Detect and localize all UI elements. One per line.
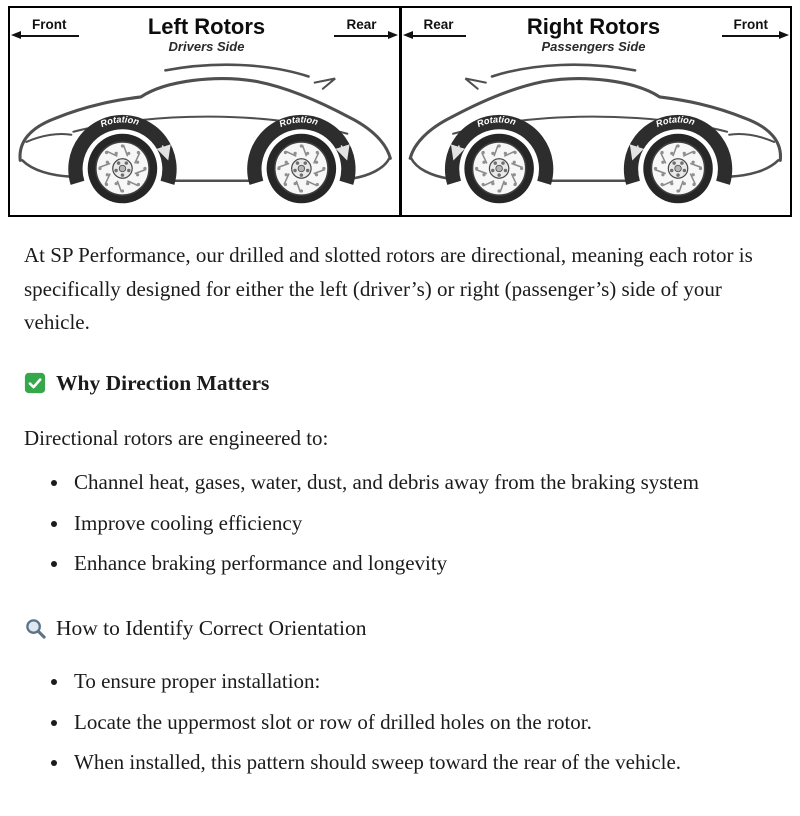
bullet-item: • Channel heat, gases, water, dust, and debris away from the braking system <box>70 466 776 500</box>
orientation-steps-list <box>24 665 776 780</box>
direction-text: Front <box>32 17 67 32</box>
section-heading-why-direction-matters <box>24 366 776 400</box>
section-heading-identify-orientation <box>24 611 776 645</box>
car-illustration-driver-side <box>10 54 399 216</box>
bullet-item: • When installed, this pattern should sweep toward the rear of the vehicle. <box>70 746 776 780</box>
front-direction-label <box>20 17 79 37</box>
panel-title: Left Rotors <box>147 14 266 39</box>
rotation-label: Rotation <box>474 114 517 129</box>
panel-subtitle: Passengers Side <box>541 39 646 55</box>
direction-text: Rear <box>346 17 377 32</box>
arrow-left-icon <box>20 35 79 38</box>
direction-text: Front <box>733 17 768 32</box>
search-icon <box>24 617 47 640</box>
section-heading-text: Why Direction Matters <box>56 371 270 396</box>
benefits-list <box>24 466 776 581</box>
arrow-left-icon <box>412 35 466 38</box>
left-rotors-panel <box>8 6 401 217</box>
rear-direction-label <box>412 17 466 37</box>
rotation-label: Rotation <box>653 114 696 129</box>
rotation-label: Rotation <box>277 114 320 129</box>
check-icon <box>24 372 46 394</box>
bullet-item: • Enhance braking performance and longevity <box>70 547 776 581</box>
rear-direction-label <box>334 17 388 37</box>
panel-title: Right Rotors <box>526 14 661 39</box>
article-body <box>0 217 800 816</box>
front-direction-label <box>722 17 781 37</box>
arrow-right-icon <box>722 35 781 38</box>
bullet-item: • To ensure proper installation: <box>70 665 776 699</box>
rotation-label: Rotation <box>98 114 141 129</box>
panel-subtitle: Drivers Side <box>168 39 245 55</box>
direction-text: Rear <box>423 17 454 32</box>
section-heading-text: How to Identify Correct Orientation <box>56 615 367 640</box>
right-rotors-panel <box>400 6 793 217</box>
bullet-item: • Locate the uppermost slot or row of drilled holes on the rotor. <box>70 706 776 740</box>
lead-text: Directional rotors are engineered to: <box>24 426 329 451</box>
bullet-item: • Improve cooling efficiency <box>70 507 776 541</box>
rotor-direction-diagram <box>8 6 792 217</box>
arrow-right-icon <box>334 35 388 38</box>
intro-paragraph: At SP Performance, our drilled and slotted rotors are directional, meaning each rotor is specifically designed for either the left (driver’s) or right (passenger’s) side of your vehicle. <box>24 243 753 335</box>
car-illustration-passenger-side <box>402 54 791 216</box>
